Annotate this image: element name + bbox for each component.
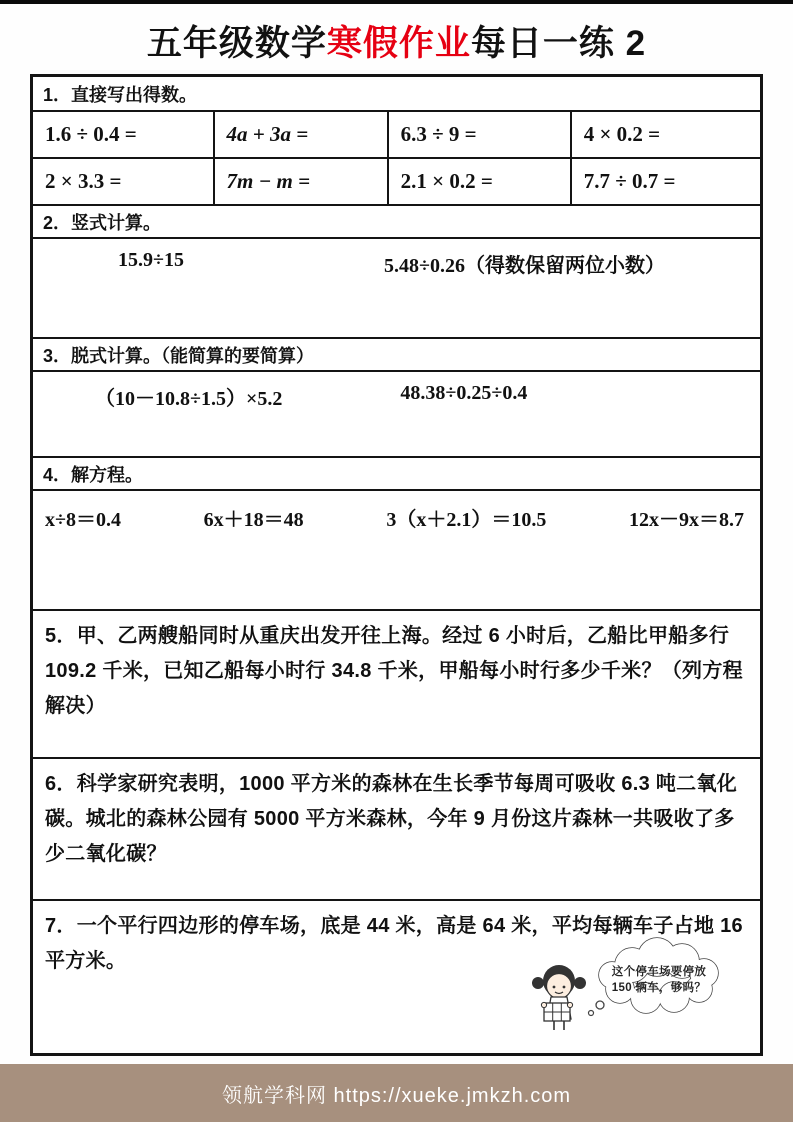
section2-heading-text: 2．竖式计算。 [43,212,162,233]
equation: 3（x＋2.1）＝10.5 [386,509,547,531]
expression-cell: 6.3 ÷ 9 = [387,112,570,157]
problem-6 [33,757,760,899]
section1-row1 [33,110,760,157]
calc-expression: （10－10.8÷1.5）×5.2 [95,388,283,410]
worksheet-table [30,74,763,1056]
watermark-text: 领航学科网 https://xueke.jmkzh.com [221,1084,572,1107]
speech-bubble-text-line1: 这个停车场要停放 [611,966,707,978]
expression-cell: 2.1 × 0.2 = [387,159,570,204]
section4-heading [33,456,760,489]
calc-expression: 5.48÷0.26（得数保留两位小数） [383,255,665,277]
watermark-footer [0,1064,793,1122]
cartoon-girl [532,965,586,1030]
title-suffix: 每日一练 2 [470,24,647,63]
speech-bubble-text-line2: 150 辆车，够吗？ [611,982,707,994]
section4-heading-text: 4．解方程。 [43,464,144,485]
problem-7-text: 7．一个平行四边形的停车场，底是 44 米，高是 64 米，平均每辆车子占地 16 平方米。 [45,915,743,972]
section3-workspace [33,370,760,456]
calc-expression: 48.38÷0.25÷0.4 [400,382,528,404]
section2-heading [33,204,760,237]
expression-cell: 7m − m = [213,159,387,204]
calc-expression: 15.9÷15 [118,249,184,271]
page-title [0,16,793,66]
problem-6-text: 6．科学家研究表明，1000 平方米的森林在生长季节每周可吸收 6.3 吨二氧化碳。城北的森林公园有 5000 平方米森林，今年 9 月份这片森林一共吸收了多少二氧化碳？ [45,773,738,865]
expression-cell: 4 × 0.2 = [570,112,760,157]
section3-heading-text: 3．脱式计算。（能简算的要简算） [43,345,315,366]
expression-cell: 2 × 3.3 = [45,169,122,193]
section1-row2 [33,157,760,204]
title-prefix: 五年级数学 [146,24,327,63]
equation: x÷8＝0.4 [45,509,121,531]
section4-workspace [33,489,760,609]
equation: 6x＋18＝48 [203,509,304,531]
equation: 12x－9x＝8.7 [629,509,744,531]
problem-5-text: 5．甲、乙两艘船同时从重庆出发开往上海。经过 6 小时后，乙船比甲船多行 109.2 千米，已知乙船每小时行 34.8 千米，甲船每小时行多少千米？（列方程解决） [45,625,743,717]
problem-5 [33,609,760,757]
problem-7 [33,899,760,1053]
cartoon-girl-illustration [514,931,746,1047]
section3-heading [33,337,760,370]
title-highlight: 寒假作业 [326,24,471,63]
speech-bubble [589,938,719,1016]
section1-heading-text: 1．直接写出得数。 [43,84,198,105]
section1-heading [33,77,760,110]
expression-cell: 7.7 ÷ 0.7 = [570,159,760,204]
expression-cell: 4a + 3a = [213,112,387,157]
expression-cell: 1.6 ÷ 0.4 = [45,122,137,146]
section2-workspace [33,237,760,337]
